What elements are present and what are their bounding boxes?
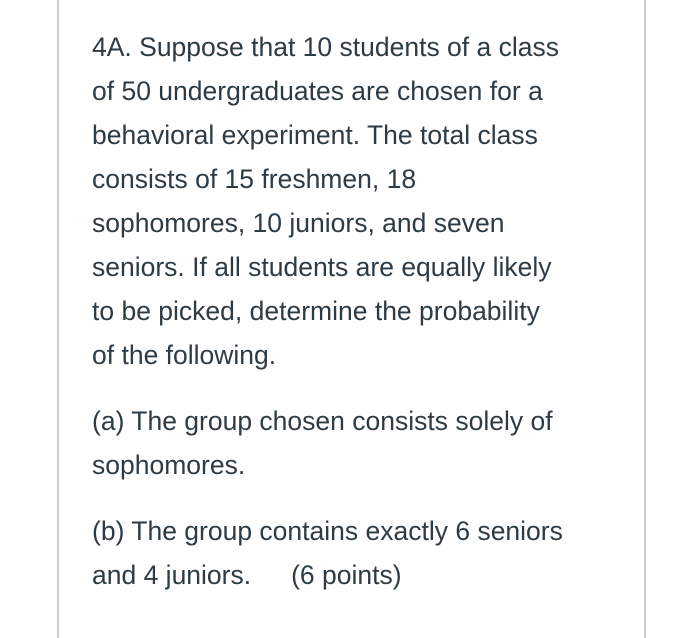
intro-line: of the following. <box>92 340 277 370</box>
part-a-line: sophomores. <box>92 450 246 480</box>
intro-line: of 50 undergraduates are chosen for a <box>92 76 543 106</box>
part-b-line: (b) The group contains exactly 6 seniors <box>92 516 563 546</box>
part-b-line: and 4 juniors. <box>92 560 252 590</box>
part-a <box>92 399 632 487</box>
intro-line: to be picked, determine the probability <box>92 296 540 326</box>
points-label: (6 points) <box>291 560 402 590</box>
part-b <box>92 509 632 597</box>
part-a-line: (a) The group chosen consists solely of <box>92 406 553 436</box>
intro-line: sophomores, 10 juniors, and seven <box>92 208 505 238</box>
question-content <box>92 25 632 597</box>
question-intro <box>92 25 632 377</box>
intro-line: seniors. If all students are equally likely <box>92 252 552 282</box>
intro-line: 4A. Suppose that 10 students of a class <box>92 32 559 62</box>
intro-line: behavioral experiment. The total class <box>92 120 538 150</box>
intro-line: consists of 15 freshmen, 18 <box>92 164 417 194</box>
